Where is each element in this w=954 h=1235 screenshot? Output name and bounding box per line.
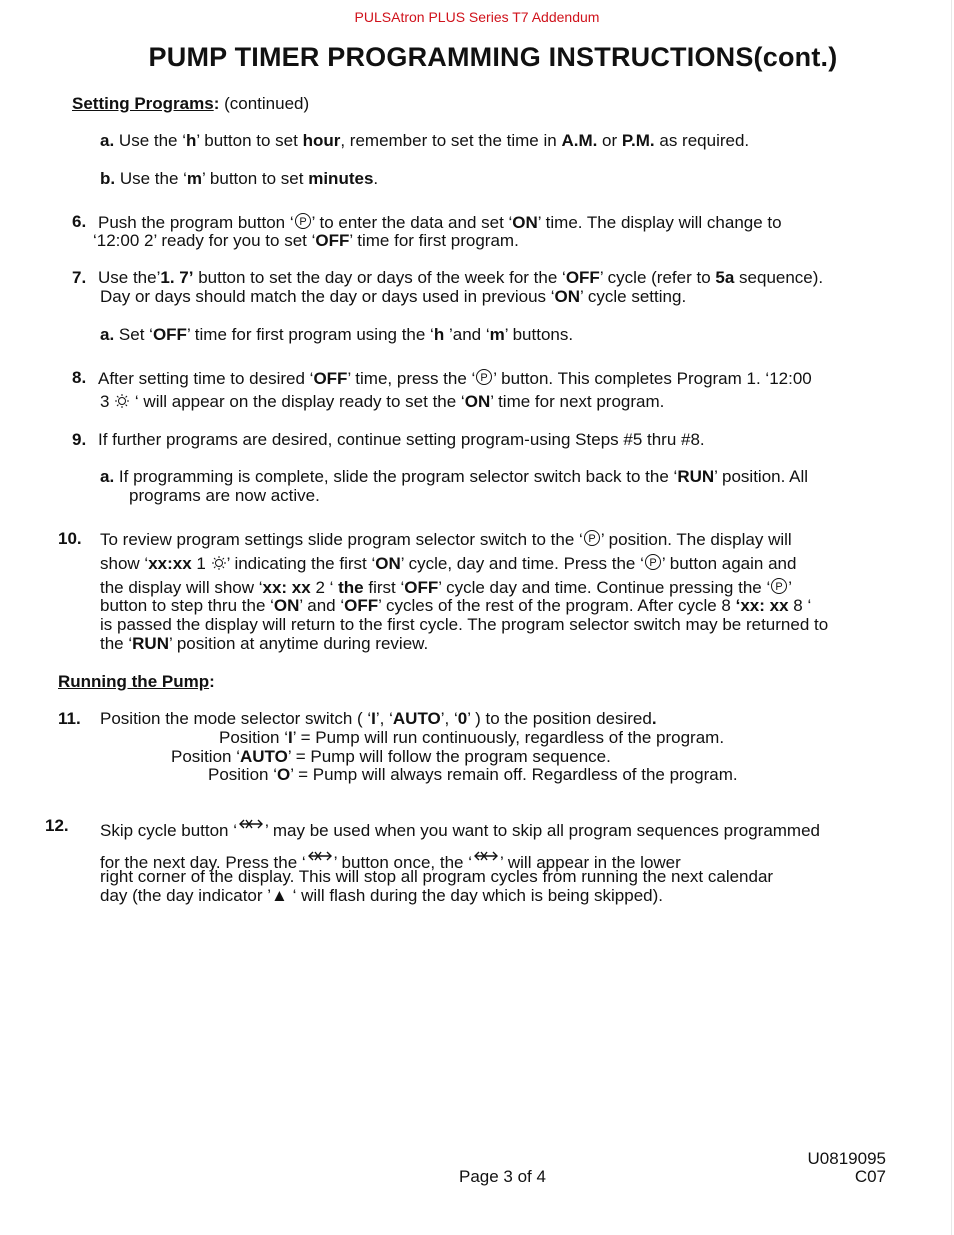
step-7a: a. Set ‘OFF’ time for first program using the ‘h ’and ‘m’ buttons. [100,325,574,344]
step-10-line-3: the display will show ‘xx: xx 2 ‘ the first ‘OFF’ cycle day and time. Continue pressing the ‘ P ’ [100,578,793,597]
step-10-line-4: button to step thru the ‘ON’ and ‘OFF’ cycles of the rest of the program. After cycle 8 ‘xx: xx 8 ‘ [100,596,812,615]
program-button-icon [583,529,601,547]
svg-text:P: P [480,372,488,384]
sun-icon [114,393,130,409]
skip-cycle-icon [306,848,334,864]
step-7-line-2: Day or days should match the day or days used in previous ‘ON’ cycle setting. [100,287,687,306]
svg-text:P: P [649,557,657,569]
step-7-number: 7. [72,268,87,287]
step-8-number: 8. [72,368,87,387]
skip-cycle-icon [237,816,265,832]
running-the-pump-heading: Running the Pump: [58,672,215,691]
position-auto-line: Position ‘AUTO’ = Pump will follow the program sequence. [171,747,611,766]
step-10-line-6: the ‘RUN’ position at anytime during review. [100,634,429,653]
svg-text:P: P [298,216,307,228]
day-indicator-triangle: ▲ [271,886,288,905]
step-12-line-3: right corner of the display. This will stop all program cycles from running the next calendar [100,867,774,886]
step-9a-line-1: a. If programming is complete, slide the program selector switch back to the ‘RUN’ position. All [100,467,809,486]
step-12-number: 12. [45,816,69,835]
step-8-line-2: 3 ‘ will appear on the display ready to set the ‘ON’ time for next program. [100,392,665,411]
step-10-line-5: is passed the display will return to the first cycle. The program selector switch may be returned to [100,615,829,634]
page-number: Page 3 of 4 [459,1167,546,1186]
step-10-number: 10. [58,529,82,548]
program-button-icon [294,212,312,230]
svg-text:P: P [775,581,783,593]
document-header: PULSAtron PLUS Series T7 Addendum [354,9,600,25]
revision-code: C07 [854,1167,886,1186]
step-5b-minutes: b. Use the ‘m’ button to set minutes. [100,169,379,188]
step-6-number: 6. [72,212,87,231]
step-5a-hour: a. Use the ‘h’ button to set hour, remember to set the time in A.M. or P.M. as required. [100,131,750,150]
step-11-line-1: Position the mode selector switch ( ‘I’, ‘AUTO’, ‘0’ ) to the position desired. [100,709,657,728]
step-9a-line-2: programs are now active. [129,486,320,505]
step-10-line-2: show ‘xx:xx 1 ’ indicating the first ‘ON’ cycle, day and time. Press the ‘ P ’ button again and [100,554,797,573]
step-12-line-4: day (the day indicator ’▲ ‘ will flash during the day which is being skipped). [100,886,664,905]
program-button-icon [475,368,493,386]
step-6-line-1: Push the program button ‘ P ’ to enter the data and set ‘ON’ time. The display will change to [98,213,782,232]
program-button-icon [770,577,788,595]
step-7-line-1: Use the’1. 7’ button to set the day or days of the week for the ‘OFF’ cycle (refer to 5a sequence). [98,268,824,287]
program-button-icon [644,553,662,571]
step-12-line-2: for the next day. Press the ‘ ’ button once, the ‘ ’ will appear in the lower [100,848,681,873]
step-10-line-1: To review program settings slide program selector switch to the ‘ P ’ position. The display will [100,530,792,549]
step-6-line-2: ‘12:00 2’ ready for you to set ‘OFF’ time for first program. [93,231,519,250]
sun-icon [211,555,227,571]
position-i-line: Position ‘I’ = Pump will run continuously, regardless of the program. [219,728,725,747]
document-code: U0819095 [807,1149,886,1168]
setting-programs-heading: Setting Programs: (continued) [72,94,310,113]
step-12-line-1: Skip cycle button ‘ ’ may be used when you want to skip all program sequences programmed [100,816,820,841]
step-9-line: If further programs are desired, continue setting program-using Steps #5 thru #8. [98,430,705,449]
step-11-number: 11. [58,709,81,728]
scan-edge [951,0,952,1235]
skip-cycle-icon [472,848,500,864]
page-title: PUMP TIMER PROGRAMMING INSTRUCTIONS(cont.) [148,42,838,72]
position-o-line: Position ‘O’ = Pump will always remain off. Regardless of the program. [208,765,738,784]
step-9-number: 9. [72,430,87,449]
step-8-line-1: After setting time to desired ‘OFF’ time, press the ‘ P ’ button. This completes Program 1. ‘12:00 [98,369,812,388]
svg-text:P: P [588,533,596,545]
